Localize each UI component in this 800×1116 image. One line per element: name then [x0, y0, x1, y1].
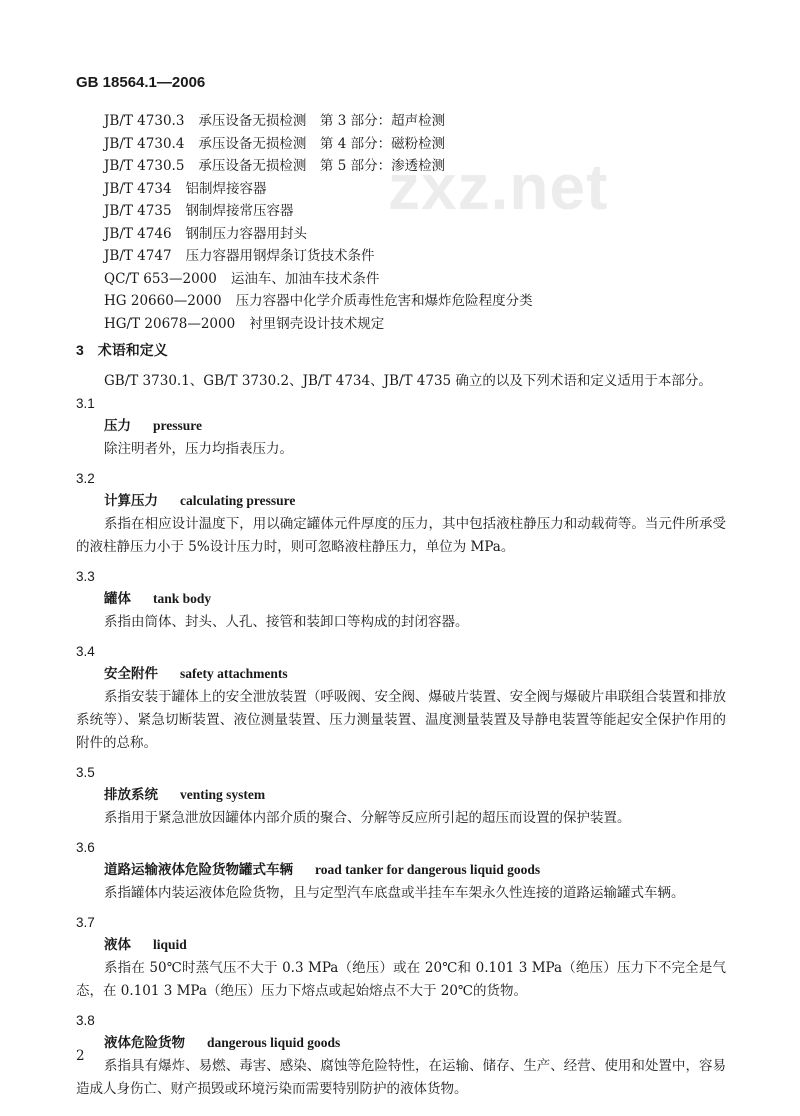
- term-number: 3.5: [76, 765, 95, 780]
- reference-code: JB/T 4730.5: [104, 158, 185, 174]
- term-english: road tanker for dangerous liquid goods: [315, 862, 541, 877]
- term-number: 3.2: [76, 471, 95, 486]
- reference-item: [104, 313, 533, 336]
- term-entry: [76, 913, 726, 1003]
- reference-title: 铝制焊接容器: [185, 180, 267, 197]
- term-number: 3.1: [76, 396, 95, 411]
- term-entry: [76, 642, 726, 755]
- reference-title: 压力容器用钢焊条订货技术条件: [185, 248, 375, 264]
- term-definition: 除注明者外，压力均指表压力。: [104, 441, 293, 457]
- page-number: 2: [76, 1048, 85, 1064]
- term-english: venting system: [180, 787, 266, 802]
- term-english: tank body: [153, 591, 212, 606]
- term-number: 3.3: [76, 569, 95, 584]
- reference-item: [104, 110, 533, 133]
- term-heading: [104, 933, 726, 957]
- reference-item: [104, 133, 533, 156]
- term-number: 3.4: [76, 644, 95, 659]
- term-chinese: 液体危险货物: [104, 1035, 185, 1051]
- reference-code: JB/T 4746: [104, 225, 172, 242]
- term-heading: [104, 662, 726, 686]
- term-definition: 系指用于紧急泄放因罐体内部介质的聚合、分解等反应所引起的超压而设置的保护装置。: [104, 810, 631, 826]
- term-definition: 系指具有爆炸、易燃、毒害、感染、腐蚀等危险特性，在运输、储存、生产、经营、使用和处置中，容易造成人身伤亡、财产损毁或环境污染而需要特别防护的液体货物。: [76, 1058, 726, 1097]
- term-definition: 系指罐体内装运液体危险货物，且与定型汽车底盘或半挂车车架永久性连接的道路运输罐式车辆。: [104, 885, 685, 901]
- term-heading: [104, 489, 726, 513]
- reference-item: [104, 155, 533, 178]
- term-entry: [76, 567, 726, 634]
- reference-code: JB/T 4735: [104, 203, 172, 219]
- reference-code: JB/T 4730.4: [104, 135, 185, 152]
- term-entry: [76, 1011, 726, 1101]
- section-intro: GB/T 3730.1、GB/T 3730.2、JB/T 4734、JB/T 4735 确立的以及下列术语和定义适用于本部分。: [104, 373, 712, 389]
- reference-title: 钢制压力容器用封头: [185, 225, 308, 242]
- reference-item: [104, 268, 533, 291]
- reference-code: JB/T 4747: [104, 248, 172, 264]
- reference-item: [104, 178, 533, 201]
- section-heading: [76, 340, 168, 360]
- term-chinese: 计算压力: [104, 493, 158, 509]
- term-entry: [76, 838, 726, 905]
- reference-title: 衬里钢壳设计技术规定: [249, 315, 385, 332]
- term-english: liquid: [153, 937, 187, 952]
- section-title: 术语和定义: [97, 342, 168, 358]
- term-english: calculating pressure: [180, 493, 296, 508]
- term-heading: [104, 414, 726, 438]
- term-entry: [76, 394, 726, 461]
- term-number: 3.7: [76, 915, 95, 930]
- reference-item: [104, 245, 533, 268]
- term-heading: [104, 783, 726, 807]
- standard-header: GB 18564.1—2006: [76, 74, 206, 91]
- term-chinese: 压力: [104, 418, 131, 434]
- term-entry: [76, 763, 726, 830]
- term-number: 3.8: [76, 1013, 95, 1028]
- term-definition: 系指安装于罐体上的安全泄放装置（呼吸阀、安全阀、爆破片装置、安全阀与爆破片串联组合装置和排放系统等）、紧急切断装置、液位测量装置、压力测量装置、温度测量装置及导静电装置等能起安全保护作用的附件的总称。: [76, 689, 726, 751]
- section-number: 3: [76, 342, 84, 358]
- reference-title: 运油车、加油车技术条件: [230, 270, 380, 287]
- term-definition: 系指在相应设计温度下，用以确定罐体元件厚度的压力，其中包括液柱静压力和动载荷等。当元件所承受的液柱静压力小于 5%设计压力时，则可忽略液柱静压力，单位为 MPa。: [76, 516, 726, 555]
- reference-item: [104, 223, 533, 246]
- term-heading: [104, 858, 726, 882]
- reference-title: 承压设备无损检测 第 4 部分：磁粉检测: [198, 135, 446, 152]
- reference-title: 承压设备无损检测 第 5 部分：渗透检测: [198, 158, 446, 174]
- term-heading: [104, 587, 726, 611]
- reference-code: QC/T 653—2000: [104, 270, 217, 287]
- term-heading: [104, 1031, 726, 1055]
- watermark: zxz.net: [388, 151, 609, 223]
- term-number: 3.6: [76, 840, 95, 855]
- reference-code: JB/T 4730.3: [104, 113, 185, 129]
- term-chinese: 安全附件: [104, 666, 158, 682]
- reference-title: 承压设备无损检测 第 3 部分：超声检测: [198, 113, 446, 129]
- reference-title: 钢制焊接常压容器: [185, 203, 294, 219]
- reference-code: HG/T 20678—2000: [104, 315, 236, 332]
- term-chinese: 罐体: [104, 591, 131, 607]
- term-chinese: 排放系统: [104, 787, 158, 803]
- term-english: dangerous liquid goods: [207, 1035, 341, 1050]
- term-definition: 系指由筒体、封头、人孔、接管和装卸口等构成的封闭容器。: [104, 614, 469, 630]
- reference-list: [104, 110, 533, 335]
- reference-title: 压力容器中化学介质毒性危害和爆炸危险程度分类: [235, 293, 533, 309]
- term-english: safety attachments: [180, 666, 288, 681]
- term-english: pressure: [153, 418, 203, 433]
- term-chinese: 液体: [104, 937, 131, 953]
- term-chinese: 道路运输液体危险货物罐式车辆: [104, 862, 293, 878]
- reference-item: [104, 200, 533, 223]
- reference-code: JB/T 4734: [104, 180, 172, 197]
- reference-code: HG 20660—2000: [104, 293, 222, 309]
- reference-item: [104, 290, 533, 313]
- term-list: [76, 394, 726, 1109]
- term-entry: [76, 469, 726, 559]
- term-definition: 系指在 50℃时蒸气压不大于 0.3 MPa（绝压）或在 20℃和 0.101 3 MPa（绝压）压力下不完全是气态，在 0.101 3 MPa（绝压）压力下熔点或起始熔点不大于 20℃的货物。: [76, 960, 726, 999]
